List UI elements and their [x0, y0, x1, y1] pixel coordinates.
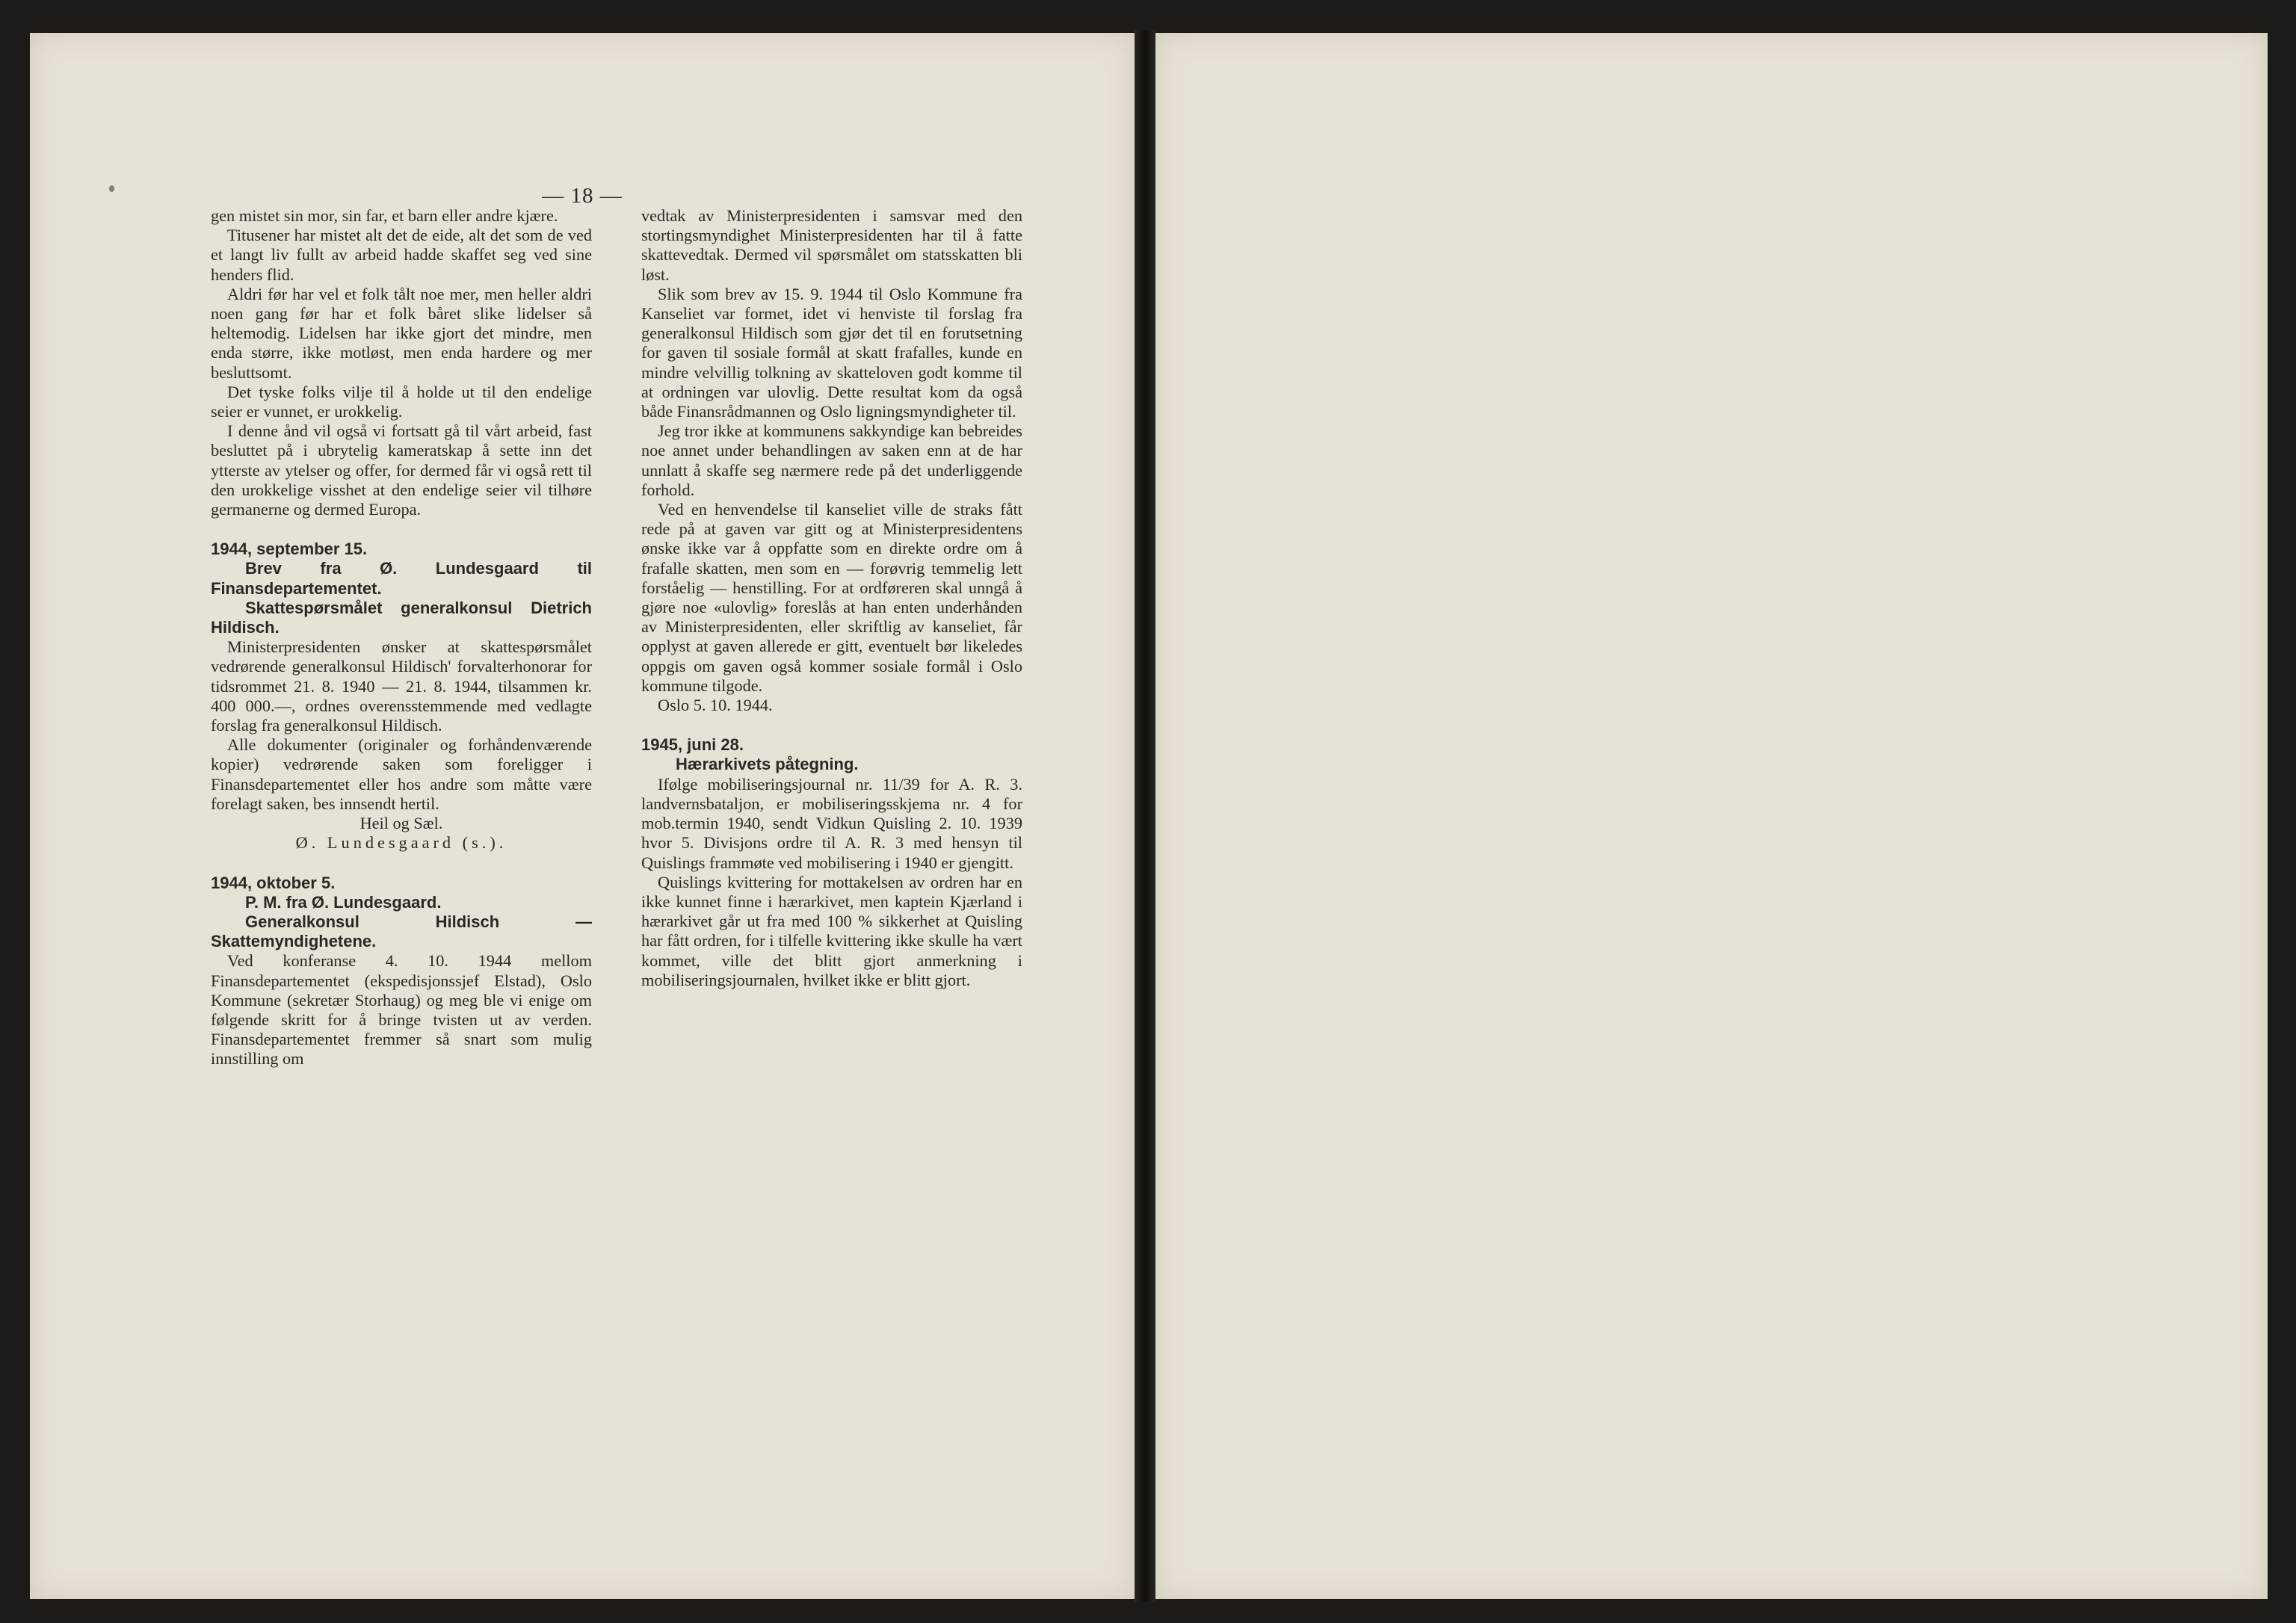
page-number: — 18 — [542, 184, 623, 208]
paragraph: Jeg tror ikke at kommunens sakkyndige kan bebreides noe annet under behandlingen av saken enn at de har unnlatt å skaffe seg nærmere rede på det underliggende forhold. [641, 421, 1022, 499]
paragraph: Ministerpresidenten ønsker at skattespørsmålet vedrørende generalkonsul Hildisch' forvalterhonorar for tidsrommet 21. 8. 1940 — 21. 8. 1944, tilsammen kr. 400 000.—, ordnes overensstemmende med vedlagte forslag fra generalkonsul Hildisch. [211, 637, 592, 735]
signature-line: Ø. Lundesgaard (s.). [295, 833, 507, 853]
entry-title-heading: Brev fra Ø. Lundesgaard til Finansdepartementet. [211, 559, 592, 598]
salutation: Heil og Sæl. [359, 814, 443, 833]
paragraph: Ifølge mobiliseringsjournal nr. 11/39 for A. R. 3. landvernsbataljon, er mobiliseringsskjema nr. 4 for mob.termin 1940, sendt Vidkun Quisling 2. 10. 1939 hvor 5. Divisjons ordre til A. R. 3 med hensyn til Quislings frammøte ved mobilisering i 1940 er gjengitt. [641, 774, 1022, 872]
book-gutter [1135, 30, 1155, 1602]
paragraph: gen mistet sin mor, sin far, et barn eller andre kjære. [211, 206, 558, 225]
paragraph: Ved konferanse 4. 10. 1944 mellom Finansdepartementet (ekspedisjonssjef Elstad), Oslo Kommune (sekretær Storhaug) og meg ble vi enige om følgende skritt for å bringe tvisten ut av verden. Finansdepartementet fremmer så snart som mulig innstilling om [211, 951, 592, 1069]
paragraph: I denne ånd vil også vi fortsatt gå til vårt arbeid, fast besluttet på i ubrytelig kameratskap å sette inn det ytterste av ytelser og offer, for dermed får vi også rett til den urokkelige visshet at den endelige seier vil tilhøre germanerne og dermed Europa. [211, 421, 592, 519]
paragraph: Ved en henvendelse til kanseliet ville de straks fått rede på at gaven var gitt og at Ministerpresidentens ønske ikke var å oppfatte som en direkte ordre om å frafalle skatten, men som en — forøvrig temmelig lett forståelig — henstilling. For at ordføreren skal unngå å gjøre noe «ulovlig» foreslås at han enten underhånden av Ministerpresidenten, eller skriftlig av kanseliet, får opplyst at gaven allerede er gitt, eventuelt bør likeledes oppgis om gaven også kommer sosiale formål i Oslo kommune tilgode. [641, 500, 1022, 695]
paragraph: Alle dokumenter (originaler og forhåndenværende kopier) vedrørende saken som foreligger i Finansdepartementet eller hos andre som måtte være forelagt saken, bes innsendt hertil. [211, 735, 592, 813]
entry-subject-heading: Generalkonsul Hildisch — Skattemyndighetene. [211, 912, 592, 951]
paragraph: Aldri før har vel et folk tålt noe mer, men heller aldri noen gang før har et folk båret slike lidelser så heltemodig. Lidelsen har ikke gjort det mindre, men enda større, ikke motløst, men enda hardere og mer besluttsomt. [211, 284, 592, 382]
entry-title-heading: P. M. fra Ø. Lundesgaard. [245, 892, 442, 912]
paragraph: vedtak av Ministerpresidenten i samsvar med den stortingsmyndighet Ministerpresidenten har til å fatte skattevedtak. Dermed vil spørsmålet om statsskatten bli løst. [641, 206, 1022, 284]
right-page-blank [1155, 33, 2268, 1599]
entry-title-heading: Hærarkivets påtegning. [676, 755, 859, 774]
paragraph: Slik som brev av 15. 9. 1944 til Oslo Kommune fra Kanseliet var formet, idet vi henviste til forslag fra generalkonsul Hildisch som gjør det til en forutsetning for gaven til sosiale formål at skatt frafalles, kunde en mindre velvillig tolkning av skatteloven godt komme til at ordningen var ulovlig. Dette resultat kom da også både Finansrådmannen og Oslo ligningsmyndigheter til. [641, 284, 1022, 421]
right-text-column [641, 206, 1022, 990]
entry-date-heading: 1944, september 15. [211, 540, 368, 559]
paragraph: Quislings kvittering for mottakelsen av ordren har en ikke kunnet finne i hærarkivet, men kaptein Kjærland i hærarkivet går ut fra med 100 % sikkerhet at Quisling har fått ordren, for i tilfelle kvittering ikke skulle ha vært kommet, ville det blitt gjort anmerkning i mobiliseringsjournalen, hvilket ikke er blitt gjort. [641, 872, 1022, 989]
entry-date-heading: 1945, juni 28. [641, 735, 744, 755]
entry-subject-heading: Skattespørsmålet generalkonsul Dietrich Hildisch. [211, 598, 592, 637]
entry-date-heading: 1944, oktober 5. [211, 873, 336, 892]
left-text-column [211, 206, 592, 1069]
date-line: Oslo 5. 10. 1944. [658, 696, 773, 715]
paragraph: Det tyske folks vilje til å holde ut til den endelige seier er vunnet, er urokkelig. [211, 382, 592, 421]
paragraph: Titusener har mistet alt det de eide, alt det som de ved et langt liv fullt av arbeid hadde skaffet seg ved sine henders flid. [211, 226, 592, 284]
